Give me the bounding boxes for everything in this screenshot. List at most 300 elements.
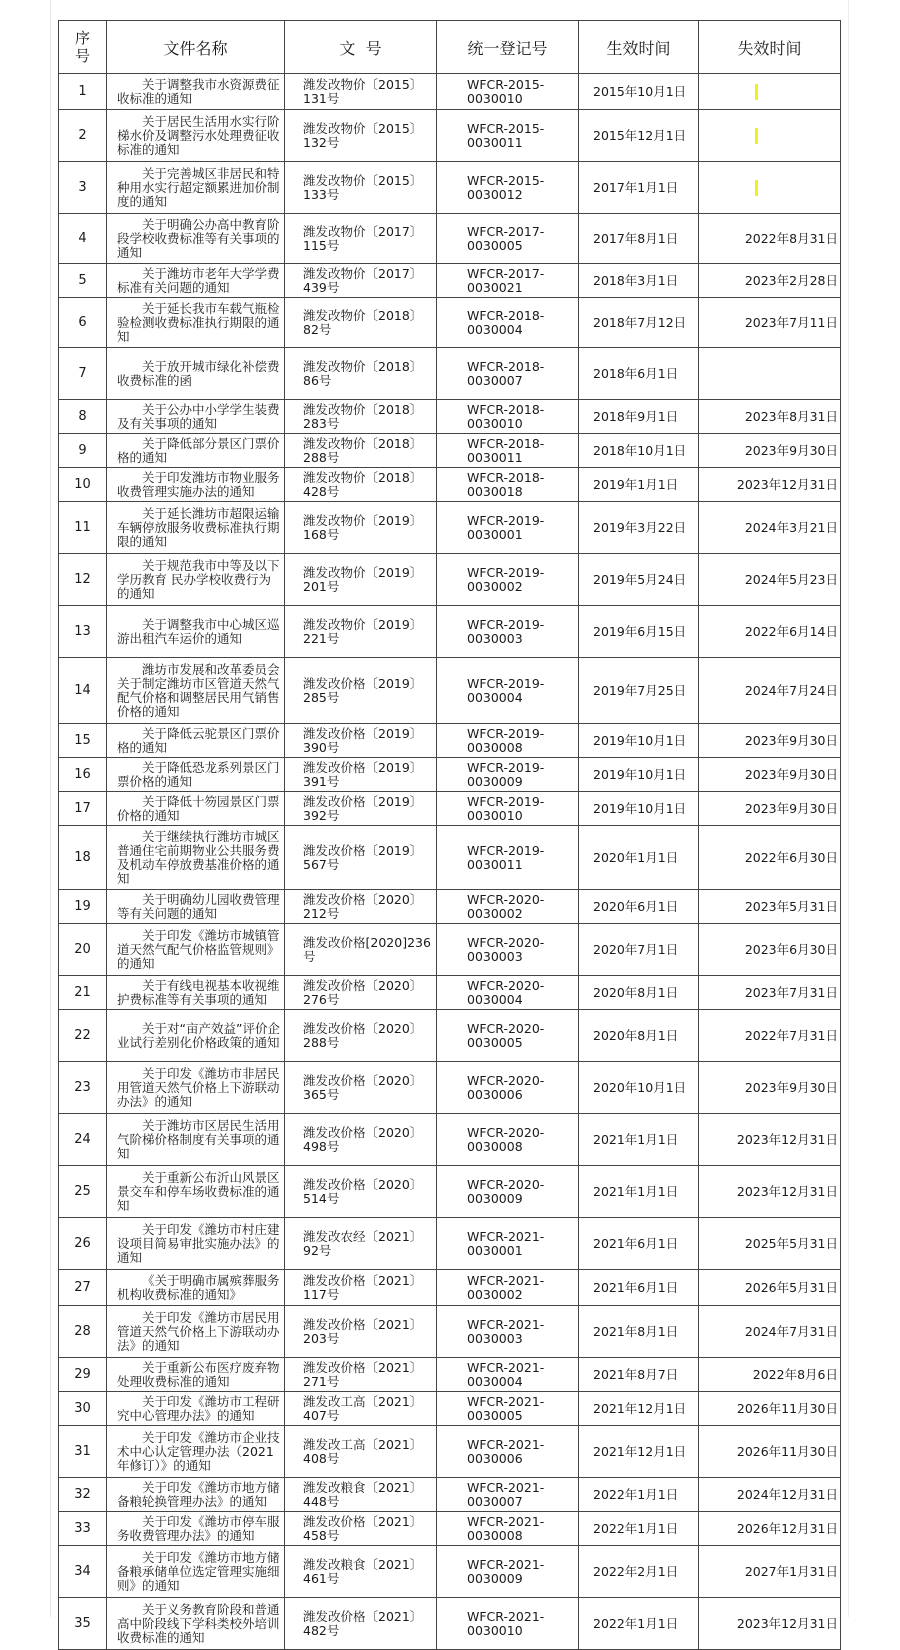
document-number xyxy=(285,264,437,298)
document-number xyxy=(285,110,437,162)
document-number xyxy=(285,890,437,924)
registration-number xyxy=(437,758,579,792)
registration-number-text: WFCR-2019-0030002 xyxy=(467,564,545,594)
registration-number-text: WFCR-2019-0030001 xyxy=(467,512,545,542)
effective-date xyxy=(579,1478,699,1512)
file-name xyxy=(107,658,285,724)
row-number-text: 14 xyxy=(74,682,91,698)
expiry-date-text: 2022年8月6日 xyxy=(752,1366,838,1382)
row-number xyxy=(59,1062,107,1114)
table-row xyxy=(59,502,841,554)
effective-date xyxy=(579,1598,699,1650)
expiry-date-text: 2023年7月31日 xyxy=(744,984,838,1000)
file-name xyxy=(107,554,285,606)
effective-date xyxy=(579,606,699,658)
table-row xyxy=(59,214,841,264)
file-name xyxy=(107,1426,285,1478)
header-num: 文 号 xyxy=(285,21,437,74)
document-number-text: 潍发改价格〔2020〕365号 xyxy=(303,1072,423,1102)
table-row xyxy=(59,792,841,826)
expiry-date-text: 2023年12月31日 xyxy=(736,476,838,492)
expiry-date xyxy=(699,1392,841,1426)
row-number-text: 7 xyxy=(78,365,87,381)
registration-number xyxy=(437,1010,579,1062)
document-number xyxy=(285,298,437,348)
row-number-text: 19 xyxy=(74,898,91,914)
effective-date xyxy=(579,924,699,976)
registration-number xyxy=(437,1546,579,1598)
expiry-date-text: 2023年6月30日 xyxy=(744,941,838,957)
expiry-date xyxy=(699,606,841,658)
row-number-text: 15 xyxy=(74,732,91,748)
effective-date-text: 2018年10月1日 xyxy=(593,442,687,458)
document-number xyxy=(285,434,437,468)
table-row xyxy=(59,348,841,400)
document-number-text: 潍发改物价〔2019〕201号 xyxy=(303,564,423,594)
registration-number xyxy=(437,1598,579,1650)
file-name-text: 关于印发《潍坊市地方储备粮承储单位选定管理实施细则》的通知 xyxy=(117,1549,280,1593)
expiry-date-text: 2023年8月31日 xyxy=(744,408,838,424)
effective-date xyxy=(579,1270,699,1306)
expiry-date xyxy=(699,298,841,348)
registration-number xyxy=(437,1512,579,1546)
expiry-date-text: 2023年12月31日 xyxy=(736,1183,838,1199)
registration-number xyxy=(437,792,579,826)
row-number xyxy=(59,724,107,758)
row-number xyxy=(59,110,107,162)
row-number xyxy=(59,924,107,976)
registration-number-text: WFCR-2018-0030004 xyxy=(467,307,545,337)
table-row xyxy=(59,976,841,1010)
expiry-date xyxy=(699,348,841,400)
file-name-text: 关于印发《潍坊市停车服务收费管理办法》的通知 xyxy=(117,1513,280,1543)
file-name-text: 关于印发《潍坊市居民用管道天然气价格上下游联动办法》的通知 xyxy=(117,1309,280,1353)
row-number xyxy=(59,792,107,826)
effective-date xyxy=(579,1306,699,1358)
expiry-date-text: 2022年7月31日 xyxy=(744,1027,838,1043)
expiry-date xyxy=(699,890,841,924)
registration-number-text: WFCR-2020-0030009 xyxy=(467,1176,545,1206)
registration-number-text: WFCR-2021-0030010 xyxy=(467,1608,545,1638)
registration-number xyxy=(437,162,579,214)
document-number xyxy=(285,1598,437,1650)
file-name xyxy=(107,1546,285,1598)
file-name xyxy=(107,162,285,214)
effective-date-text: 2020年7月1日 xyxy=(593,941,679,957)
effective-date xyxy=(579,1512,699,1546)
expiry-date-text: 2022年8月31日 xyxy=(744,230,838,246)
row-number-text: 24 xyxy=(74,1131,91,1147)
table-row xyxy=(59,826,841,890)
row-number xyxy=(59,1426,107,1478)
expiry-date xyxy=(699,1478,841,1512)
table-row xyxy=(59,606,841,658)
document-number-text: 潍发改物价〔2017〕115号 xyxy=(303,223,423,253)
file-name xyxy=(107,298,285,348)
table-row xyxy=(59,1062,841,1114)
row-number xyxy=(59,1218,107,1270)
file-name-text: 关于明确公办高中教育阶段学校收费标准等有关事项的通知 xyxy=(117,216,280,260)
document-number-text: 潍发改物价〔2017〕439号 xyxy=(303,265,423,295)
effective-date xyxy=(579,1358,699,1392)
document-number-text: 潍发改物价〔2015〕132号 xyxy=(303,120,423,150)
expiry-date xyxy=(699,1062,841,1114)
effective-date xyxy=(579,724,699,758)
file-name xyxy=(107,924,285,976)
effective-date-text: 2021年1月1日 xyxy=(593,1183,679,1199)
row-number-text: 32 xyxy=(74,1486,91,1502)
effective-date xyxy=(579,1426,699,1478)
document-number-text: 潍发改价格〔2019〕567号 xyxy=(303,842,423,872)
expiry-date-text: 2023年9月30日 xyxy=(744,442,838,458)
document-number xyxy=(285,1478,437,1512)
document-number xyxy=(285,400,437,434)
document-number-text: 潍发改物价〔2018〕428号 xyxy=(303,469,423,499)
file-name-text: 关于印发《潍坊市村庄建设项目简易审批实施办法》的通知 xyxy=(117,1221,280,1265)
row-number-text: 21 xyxy=(74,984,91,1000)
registration-number xyxy=(437,110,579,162)
document-number xyxy=(285,658,437,724)
file-name xyxy=(107,606,285,658)
row-number xyxy=(59,502,107,554)
highlight-mark xyxy=(755,180,758,196)
row-number-text: 6 xyxy=(78,314,87,330)
registration-number-text: WFCR-2021-0030004 xyxy=(467,1359,545,1389)
expiry-date xyxy=(699,758,841,792)
file-name-text: 关于调整我市水资源费征收标准的通知 xyxy=(117,76,280,106)
table-row xyxy=(59,1478,841,1512)
document-number-text: 潍发改物价〔2018〕288号 xyxy=(303,435,423,465)
expiry-date-text: 2024年12月31日 xyxy=(736,1486,838,1502)
document-number xyxy=(285,1392,437,1426)
expiry-date-text: 2023年9月30日 xyxy=(744,1079,838,1095)
effective-date xyxy=(579,1062,699,1114)
expiry-date xyxy=(699,1598,841,1650)
registration-number xyxy=(437,264,579,298)
document-number-text: 潍发改价格[2020]236号 xyxy=(303,934,431,964)
row-number-text: 8 xyxy=(78,408,87,424)
registration-number-text: WFCR-2020-0030005 xyxy=(467,1020,545,1050)
expiry-date xyxy=(699,658,841,724)
file-name xyxy=(107,1598,285,1650)
table-row xyxy=(59,400,841,434)
document-number-text: 潍发改物价〔2019〕168号 xyxy=(303,512,423,542)
expiry-date xyxy=(699,1426,841,1478)
effective-date-text: 2018年3月1日 xyxy=(593,272,679,288)
registration-number xyxy=(437,658,579,724)
row-number xyxy=(59,976,107,1010)
file-name-text: 关于放开城市绿化补偿费收费标准的函 xyxy=(117,358,280,388)
expiry-date xyxy=(699,1218,841,1270)
row-number xyxy=(59,826,107,890)
expiry-date-text: 2023年12月31日 xyxy=(736,1615,838,1631)
table-row xyxy=(59,1358,841,1392)
expiry-date xyxy=(699,468,841,502)
registration-number-text: WFCR-2015-0030012 xyxy=(467,172,545,202)
document-number xyxy=(285,1218,437,1270)
registration-number-text: WFCR-2018-0030010 xyxy=(467,401,545,431)
table-row xyxy=(59,1270,841,1306)
registration-number xyxy=(437,724,579,758)
header-start: 生效时间 xyxy=(579,21,699,74)
row-number xyxy=(59,890,107,924)
row-number xyxy=(59,1358,107,1392)
document-number-text: 潍发改价格〔2020〕498号 xyxy=(303,1124,423,1154)
registration-number-text: WFCR-2015-0030011 xyxy=(467,120,545,150)
row-number xyxy=(59,1598,107,1650)
row-number-text: 18 xyxy=(74,849,91,865)
file-name xyxy=(107,1270,285,1306)
registration-number-text: WFCR-2018-0030018 xyxy=(467,469,545,499)
document-number xyxy=(285,976,437,1010)
row-number xyxy=(59,1512,107,1546)
header-no: 序号 xyxy=(59,21,107,74)
file-name-text: 《关于明确市属殡葬服务机构收费标准的通知》 xyxy=(117,1272,280,1302)
file-name-text: 关于潍坊市区居民生活用气阶梯价格制度有关事项的通知 xyxy=(117,1117,280,1161)
effective-date xyxy=(579,1166,699,1218)
document-number-text: 潍发改物价〔2018〕86号 xyxy=(303,358,423,388)
table-row xyxy=(59,658,841,724)
effective-date xyxy=(579,434,699,468)
document-number xyxy=(285,1512,437,1546)
effective-date-text: 2020年10月1日 xyxy=(593,1079,687,1095)
effective-date xyxy=(579,110,699,162)
document-number-text: 潍发改物价〔2018〕82号 xyxy=(303,307,423,337)
effective-date xyxy=(579,502,699,554)
file-name-text: 关于印发《潍坊市非居民用管道天然气价格上下游联动办法》的通知 xyxy=(117,1065,280,1109)
row-number xyxy=(59,348,107,400)
document-number xyxy=(285,1426,437,1478)
expiry-date-text: 2023年2月28日 xyxy=(744,272,838,288)
effective-date-text: 2022年1月1日 xyxy=(593,1486,679,1502)
document-number xyxy=(285,348,437,400)
row-number-text: 12 xyxy=(74,571,91,587)
expiry-date-text: 2022年6月30日 xyxy=(744,849,838,865)
table-row xyxy=(59,1010,841,1062)
file-name-text: 关于有线电视基本收视维护费标准等有关事项的通知 xyxy=(117,977,280,1007)
table-row xyxy=(59,1166,841,1218)
expiry-date xyxy=(699,214,841,264)
document-number-text: 潍发改价格〔2021〕117号 xyxy=(303,1272,423,1302)
document-number xyxy=(285,1270,437,1306)
file-name xyxy=(107,976,285,1010)
registration-number-text: WFCR-2021-0030007 xyxy=(467,1479,545,1509)
document-number-text: 潍发改物价〔2018〕283号 xyxy=(303,401,423,431)
expiry-date xyxy=(699,1512,841,1546)
expiry-date-text: 2025年5月31日 xyxy=(744,1235,838,1251)
file-name xyxy=(107,434,285,468)
registration-number xyxy=(437,468,579,502)
expiry-date-text: 2026年11月30日 xyxy=(736,1400,838,1416)
effective-date-text: 2018年9月1日 xyxy=(593,408,679,424)
row-number-text: 31 xyxy=(74,1443,91,1459)
document-number xyxy=(285,554,437,606)
file-name-text: 关于印发潍坊市物业服务收费管理实施办法的通知 xyxy=(117,469,280,499)
effective-date-text: 2019年3月22日 xyxy=(593,519,687,535)
header-row xyxy=(59,21,841,74)
effective-date-text: 2020年8月1日 xyxy=(593,984,679,1000)
row-number-text: 16 xyxy=(74,766,91,782)
row-number-text: 4 xyxy=(78,230,87,246)
file-name xyxy=(107,1218,285,1270)
expiry-date-text: 2023年9月30日 xyxy=(744,732,838,748)
row-number xyxy=(59,1270,107,1306)
registration-number xyxy=(437,1358,579,1392)
file-name-text: 关于印发《潍坊市工程研究中心管理办法》的通知 xyxy=(117,1393,280,1423)
file-name xyxy=(107,758,285,792)
document-number xyxy=(285,792,437,826)
effective-date-text: 2019年6月15日 xyxy=(593,623,687,639)
expiry-date-text: 2024年7月24日 xyxy=(744,682,838,698)
effective-date-text: 2022年2月1日 xyxy=(593,1563,679,1579)
row-number-text: 23 xyxy=(74,1079,91,1095)
registration-number xyxy=(437,502,579,554)
file-name-text: 关于印发《潍坊市企业技术中心认定管理办法（2021年修订）》的通知 xyxy=(117,1429,280,1473)
registration-number-text: WFCR-2017-0030021 xyxy=(467,265,545,295)
file-name xyxy=(107,348,285,400)
document-number xyxy=(285,1358,437,1392)
effective-date-text: 2021年6月1日 xyxy=(593,1279,679,1295)
table-row xyxy=(59,162,841,214)
expiry-date xyxy=(699,976,841,1010)
document-number-text: 潍发改价格〔2019〕390号 xyxy=(303,725,423,755)
file-name xyxy=(107,214,285,264)
effective-date-text: 2019年1月1日 xyxy=(593,476,679,492)
file-name-text: 关于印发《潍坊市地方储备粮轮换管理办法》的通知 xyxy=(117,1479,280,1509)
row-number xyxy=(59,606,107,658)
row-number-text: 20 xyxy=(74,941,91,957)
registration-number-text: WFCR-2020-0030003 xyxy=(467,934,545,964)
effective-date-text: 2021年1月1日 xyxy=(593,1131,679,1147)
file-name-text: 关于公办中小学学生装费及有关事项的通知 xyxy=(117,401,280,431)
table-row xyxy=(59,1512,841,1546)
effective-date-text: 2020年1月1日 xyxy=(593,849,679,865)
table-row xyxy=(59,298,841,348)
table-row xyxy=(59,1114,841,1166)
registration-number-text: WFCR-2019-0030009 xyxy=(467,759,545,789)
document-number-text: 潍发改价格〔2019〕392号 xyxy=(303,793,423,823)
row-number xyxy=(59,298,107,348)
expiry-date xyxy=(699,264,841,298)
file-name xyxy=(107,1392,285,1426)
effective-date xyxy=(579,1114,699,1166)
registration-number xyxy=(437,890,579,924)
document-number xyxy=(285,758,437,792)
effective-date xyxy=(579,1392,699,1426)
file-name xyxy=(107,724,285,758)
expiry-date xyxy=(699,74,841,110)
document-number-text: 潍发改粮食〔2021〕448号 xyxy=(303,1479,423,1509)
effective-date-text: 2019年5月24日 xyxy=(593,571,687,587)
effective-date xyxy=(579,298,699,348)
table-row xyxy=(59,264,841,298)
file-name xyxy=(107,1358,285,1392)
file-name xyxy=(107,1062,285,1114)
document-table xyxy=(58,20,841,1650)
row-number xyxy=(59,1306,107,1358)
registration-number-text: WFCR-2021-0030006 xyxy=(467,1436,545,1466)
registration-number xyxy=(437,1114,579,1166)
file-name xyxy=(107,1166,285,1218)
row-number-text: 9 xyxy=(78,442,87,458)
row-number xyxy=(59,658,107,724)
file-name-text: 关于对“亩产效益”评价企业试行差别化价格政策的通知 xyxy=(117,1020,280,1050)
registration-number xyxy=(437,976,579,1010)
file-name xyxy=(107,792,285,826)
effective-date-text: 2021年8月1日 xyxy=(593,1323,679,1339)
row-number-text: 17 xyxy=(74,800,91,816)
row-number-text: 33 xyxy=(74,1520,91,1536)
document-number xyxy=(285,1166,437,1218)
registration-number-text: WFCR-2017-0030005 xyxy=(467,223,545,253)
file-name-text: 关于重新公布医疗废弃物处理收费标准的通知 xyxy=(117,1359,280,1389)
effective-date-text: 2020年8月1日 xyxy=(593,1027,679,1043)
table-row xyxy=(59,1546,841,1598)
file-name xyxy=(107,264,285,298)
expiry-date xyxy=(699,1010,841,1062)
file-name-text: 关于潍坊市老年大学学费标准有关问题的通知 xyxy=(117,265,280,295)
document-number-text: 潍发改价格〔2021〕271号 xyxy=(303,1359,423,1389)
effective-date-text: 2021年12月1日 xyxy=(593,1400,687,1416)
effective-date-text: 2020年6月1日 xyxy=(593,898,679,914)
registration-number xyxy=(437,1062,579,1114)
document-number xyxy=(285,1546,437,1598)
registration-number-text: WFCR-2021-0030002 xyxy=(467,1272,545,1302)
file-name xyxy=(107,468,285,502)
registration-number-text: WFCR-2019-0030003 xyxy=(467,616,545,646)
registration-number xyxy=(437,434,579,468)
effective-date-text: 2015年12月1日 xyxy=(593,127,687,143)
registration-number-text: WFCR-2021-0030008 xyxy=(467,1513,545,1543)
row-number xyxy=(59,434,107,468)
effective-date-text: 2021年12月1日 xyxy=(593,1443,687,1459)
header-end: 失效时间 xyxy=(699,21,841,74)
row-number-text: 10 xyxy=(74,476,91,492)
document-number xyxy=(285,1114,437,1166)
expiry-date-text: 2023年9月30日 xyxy=(744,800,838,816)
document-number-text: 潍发改价格〔2020〕212号 xyxy=(303,891,423,921)
file-name-text: 关于印发《潍坊市城镇管道天然气配气价格监管规则》的通知 xyxy=(117,927,280,971)
row-number-text: 30 xyxy=(74,1400,91,1416)
row-number xyxy=(59,468,107,502)
effective-date xyxy=(579,826,699,890)
left-edge-line xyxy=(50,0,51,1617)
row-number-text: 34 xyxy=(74,1563,91,1579)
row-number xyxy=(59,1114,107,1166)
expiry-date xyxy=(699,162,841,214)
highlight-mark xyxy=(755,128,758,144)
table-row xyxy=(59,758,841,792)
expiry-date-text: 2023年7月11日 xyxy=(744,314,838,330)
row-number-text: 35 xyxy=(74,1615,91,1631)
effective-date-text: 2017年8月1日 xyxy=(593,230,679,246)
effective-date-text: 2017年1月1日 xyxy=(593,179,679,195)
registration-number xyxy=(437,1270,579,1306)
effective-date xyxy=(579,976,699,1010)
registration-number-text: WFCR-2020-0030008 xyxy=(467,1124,545,1154)
registration-number xyxy=(437,606,579,658)
file-name xyxy=(107,1306,285,1358)
row-number-text: 11 xyxy=(74,519,91,535)
header-reg: 统一登记号 xyxy=(437,21,579,74)
effective-date xyxy=(579,1218,699,1270)
row-number-text: 27 xyxy=(74,1279,91,1295)
effective-date xyxy=(579,468,699,502)
expiry-date xyxy=(699,826,841,890)
effective-date xyxy=(579,792,699,826)
expiry-date-text: 2026年11月30日 xyxy=(736,1443,838,1459)
file-name-text: 关于居民生活用水实行阶梯水价及调整污水处理费征收标准的通知 xyxy=(117,113,280,157)
